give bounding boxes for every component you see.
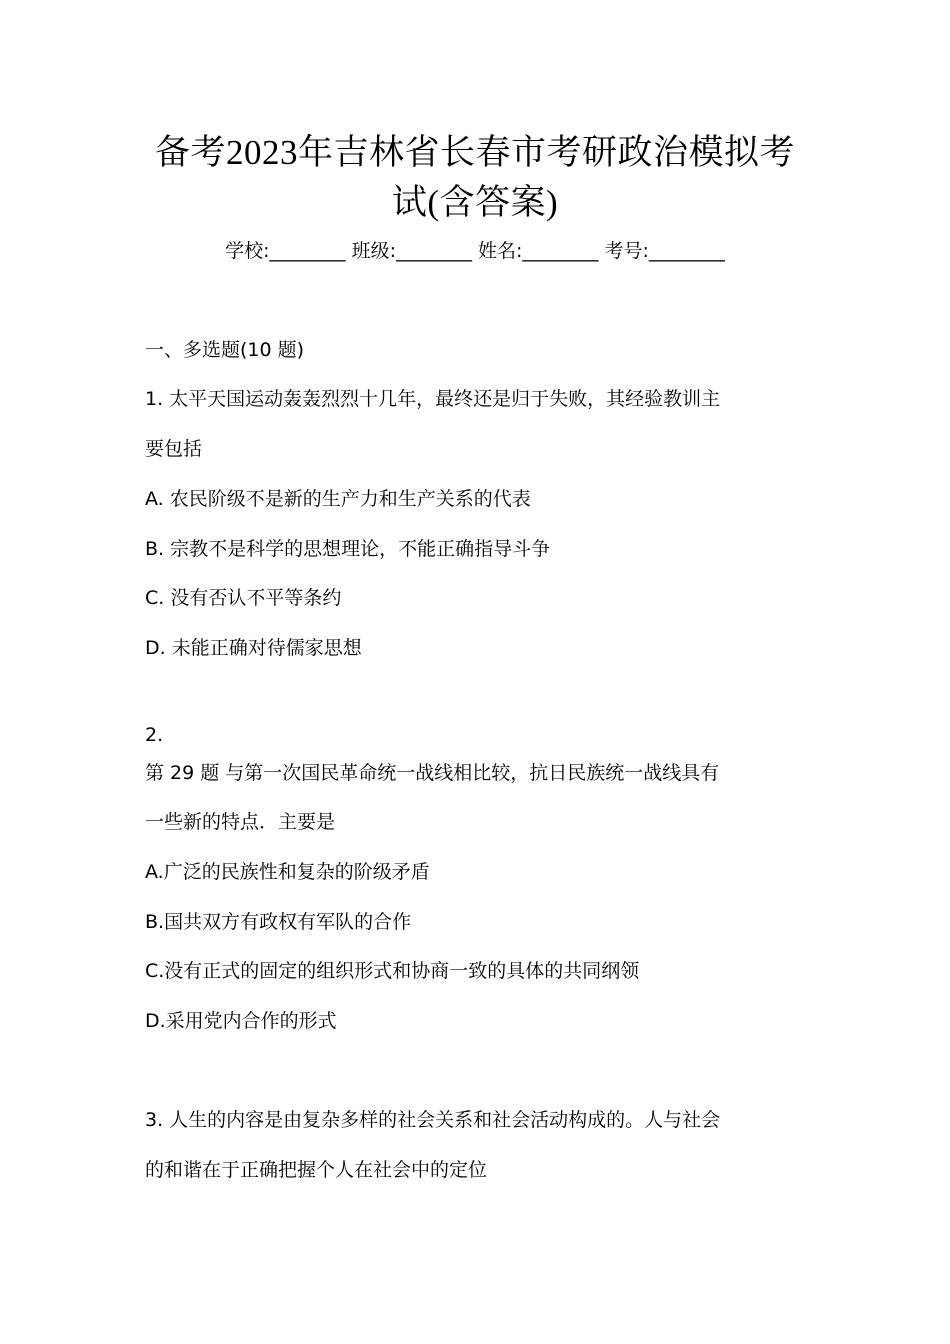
question-2-stem-line2: 一些新的特点．主要是: [145, 811, 336, 833]
question-2-option-a: A.广泛的民族性和复杂的阶级矛盾: [145, 861, 430, 883]
document-title-line2: 试(含答案): [391, 183, 559, 222]
section-heading: 一、多选题(10 题): [145, 339, 305, 361]
document-title-line1: 备考2023年吉林省长春市考研政治模拟考: [154, 133, 795, 172]
question-2-option-d: D.采用党内合作的形式: [145, 1010, 337, 1032]
question-2-option-c: C.没有正式的固定的组织形式和协商一致的具体的共同纲领: [145, 960, 640, 982]
question-2-option-b: B.国共双方有政权有军队的合作: [145, 911, 412, 933]
question-3-stem-line1: 3. 人生的内容是由复杂多样的社会关系和社会活动构成的。人与社会: [145, 1109, 721, 1131]
question-1-option-d: D. 未能正确对待儒家思想: [145, 637, 362, 659]
question-1-option-c: C. 没有否认不平等条约: [145, 587, 342, 609]
question-1-stem-line2: 要包括: [145, 438, 203, 460]
question-1-stem-line1: 1. 太平天国运动轰轰烈烈十几年，最终还是归于失败，其经验教训主: [145, 388, 721, 410]
question-1-option-b: B. 宗教不是科学的思想理论，不能正确指导斗争: [145, 538, 551, 560]
question-2-stem-line1: 第 29 题 与第一次国民革命统一战线相比较，抗日民族统一战线具有: [145, 762, 720, 784]
student-info-fields: 学校:________ 班级:________ 姓名:________ 考号:________: [225, 240, 725, 262]
question-3-stem-line2: 的和谐在于正确把握个人在社会中的定位: [145, 1159, 488, 1181]
question-2-number: 2.: [145, 724, 164, 746]
question-1-option-a: A. 农民阶级不是新的生产力和生产关系的代表: [145, 488, 531, 510]
